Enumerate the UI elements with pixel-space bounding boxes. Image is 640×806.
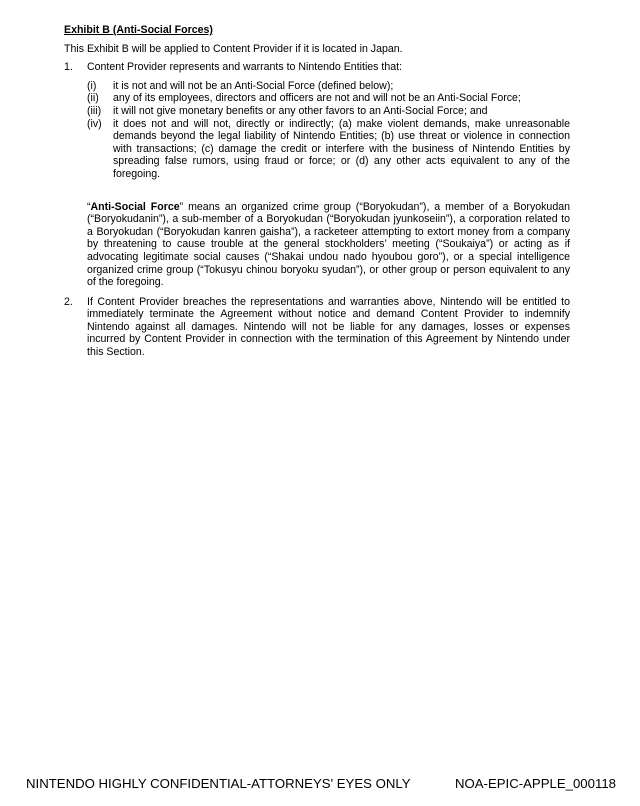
- sublist-item: [87, 80, 570, 93]
- warranty-sublist: [87, 80, 570, 181]
- sublist-text: it is not and will not be an Anti-Social Force (defined below);: [113, 79, 394, 92]
- sublist-text: it does not and will not, directly or indirectly; (a) make violent demands, make unreasonable demands beyond the legal liability of Nintendo Entities; (b) use threat or violence in connection with transactions; (c) damage the credit or interfere with the business of Nintendo Entities by spreading false rumors, using fraud or force; or (d) any other acts equivalent to any of the foregoing.: [113, 117, 570, 180]
- bates-number: NOA-EPIC-APPLE_000118: [454, 776, 616, 791]
- definition-open-quote: “: [87, 200, 91, 213]
- sublist-numeral: (ii): [87, 92, 99, 105]
- defined-term: Anti-Social Force: [90, 200, 180, 213]
- confidentiality-footer: NINTENDO HIGHLY CONFIDENTIAL-ATTORNEYS' EYES ONLY: [26, 776, 411, 791]
- section-item-1: [64, 61, 570, 289]
- item-1-text: Content Provider represents and warrants to Nintendo Entities that:: [87, 61, 403, 74]
- anti-social-force-definition: [87, 201, 570, 289]
- intro-paragraph: This Exhibit B will be applied to Content Provider if it is located in Japan.: [64, 42, 403, 55]
- document-body: [64, 24, 570, 359]
- section-item-2: [64, 296, 570, 359]
- sublist-numeral: (iv): [87, 117, 102, 130]
- exhibit-heading: Exhibit B (Anti-Social Forces): [64, 24, 213, 36]
- sublist-item: [87, 118, 570, 181]
- sublist-numeral: (i): [87, 79, 97, 92]
- item-2-text: If Content Provider breaches the representations and warranties above, Nintendo will be entitled to immediately terminate the Agreement without notice and demand Content Provider to indemnify Nintendo against all damages. Nintendo will not be liable for any damages, losses or expenses incurred by Content Provider in connection with the termination of this Agreement by Nintendo under this Section.: [87, 295, 570, 359]
- item-1-number: 1.: [64, 61, 73, 74]
- sublist-text: it will not give monetary benefits or any other favors to an Anti-Social Force; and: [113, 104, 488, 117]
- sublist-text: any of its employees, directors and officers are not and will not be an Anti-Social Force;: [113, 92, 521, 105]
- sublist-item: [87, 92, 570, 105]
- definition-text: ” means an organized crime group (“Boryokudan”), a member of a Boryokudan (“Boryokudanin”), a sub-member of a Boryokudan (“Boryokudan jyunkoseiin”), a corporation related to a Boryokudan (“Boryokudan kanren gaisha”), a racketeer attempting to extort money from a company by threatening to cause trouble at the general stockholders’ meeting (“Soukaiya”) or acting as if advocating legitimate social causes (“Shakai undou nado hyoubou goro”), or a special intelligence organized crime group (“Tokusyu chinou boryoku syudan”), or other group or person equivalent to any of the foregoing.: [87, 200, 571, 289]
- sublist-numeral: (iii): [87, 104, 102, 117]
- sublist-item: [87, 105, 570, 118]
- item-2-number: 2.: [64, 295, 73, 308]
